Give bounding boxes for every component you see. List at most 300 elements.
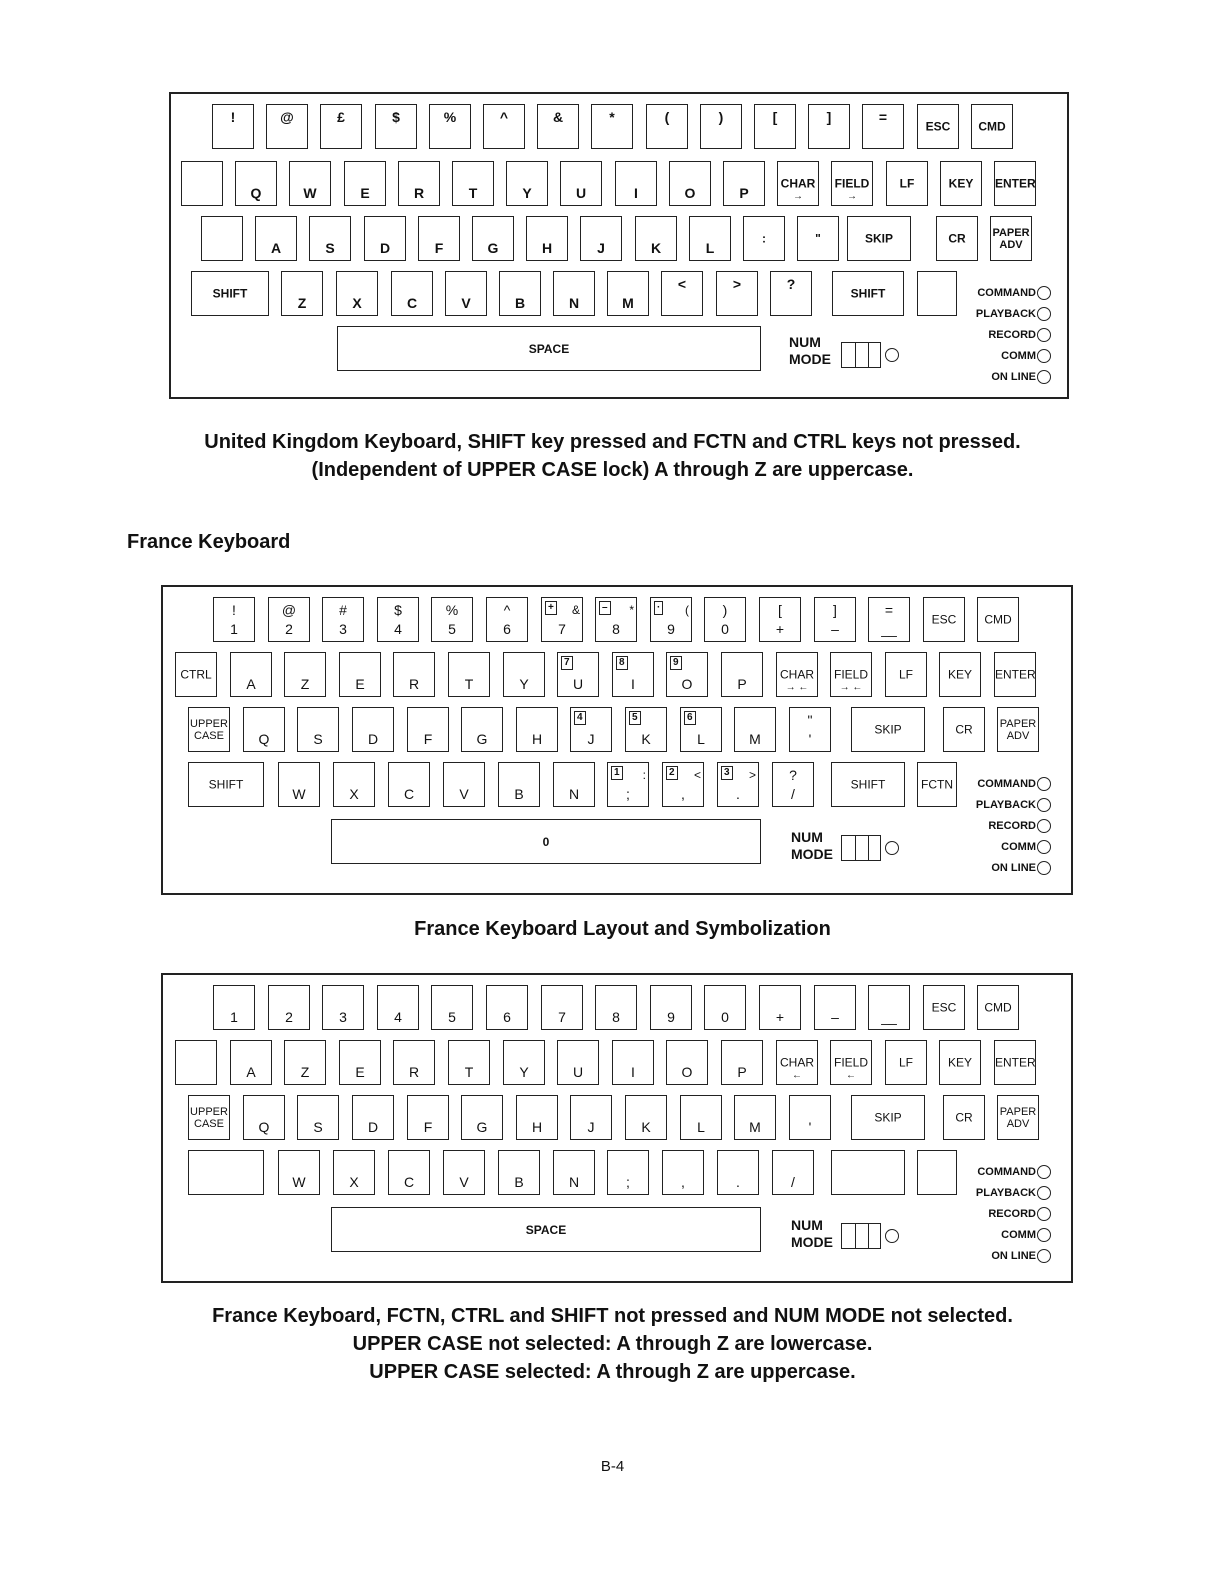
key-lower-label: __ <box>881 621 897 637</box>
key-numeric-label: · <box>654 601 663 615</box>
key-s <box>297 707 339 752</box>
key-lower-label: 5 <box>448 1009 456 1025</box>
key-upper-label: ? <box>786 276 796 292</box>
uk-caption-line-1: United Kingdom Keyboard, SHIFT key pressed and FCTN and CTRL keys not pressed. <box>204 431 1021 453</box>
indicator-command <box>977 777 1051 791</box>
key-lower-label: K <box>650 240 662 256</box>
key-lower-label: K <box>641 1119 651 1135</box>
num-mode-label <box>791 1217 833 1251</box>
section-heading: France Keyboard <box>127 531 291 553</box>
key-lower-label: 9 <box>667 1009 675 1025</box>
key-key <box>939 1040 981 1085</box>
france-caption-line-2: UPPER CASE not selected: A through Z are lowercase. <box>352 1333 873 1355</box>
key-numeric-label: 9 <box>670 656 682 670</box>
key-h <box>516 707 558 752</box>
key-symbol <box>320 104 362 149</box>
space-bar: 0 <box>331 819 761 864</box>
key-lower-label: + <box>775 621 785 637</box>
key-lower-label: L <box>705 240 715 256</box>
key-lower-label: Q <box>250 185 262 201</box>
key-label: CHAR <box>779 666 814 681</box>
uk-keyboard-diagram <box>169 92 1069 399</box>
key-numeric-label: 1 <box>611 766 623 780</box>
switch-divider <box>855 1224 856 1248</box>
key-paper-adv <box>997 707 1039 752</box>
key-u <box>560 161 602 206</box>
indicator-label: RECORD <box>988 1207 1036 1220</box>
key-upper-label: * <box>609 109 615 125</box>
key-n <box>553 271 595 316</box>
indicator-label: ON LINE <box>991 861 1036 874</box>
indicator-light-icon <box>1037 1207 1051 1221</box>
key-lower-label: C <box>406 295 418 311</box>
key-paper-adv <box>997 1095 1039 1140</box>
france-caption-line-3: UPPER CASE selected: A through Z are uppercase. <box>369 1361 856 1383</box>
key-upper-label: [ <box>772 109 778 125</box>
key-upper-label: $ <box>392 109 400 125</box>
key-symbol <box>814 985 856 1030</box>
key-blank <box>181 161 223 206</box>
indicator-record <box>988 819 1051 833</box>
key-numeric-label: 3 <box>721 766 733 780</box>
key-blank <box>201 216 243 261</box>
key-o <box>666 652 708 697</box>
key-lower-label: M <box>749 731 761 747</box>
indicator-command <box>977 286 1051 300</box>
key-esc <box>923 985 965 1030</box>
key-label: CR <box>955 1109 973 1124</box>
num-mode-line-1: NUM <box>789 334 821 350</box>
key-lower-label: C <box>403 786 415 802</box>
key-upper-label: ) <box>718 109 724 125</box>
key-label: ENTER <box>995 666 1036 681</box>
key-5 <box>431 985 473 1030</box>
key-lower-label: ' <box>808 731 812 747</box>
key-numeric-label: + <box>545 601 557 615</box>
key-f <box>407 1095 449 1140</box>
key-label: CTRL <box>180 666 212 681</box>
key-lower-label: T <box>468 185 478 201</box>
num-mode-line-2: MODE <box>789 351 831 367</box>
key-lower-label: O <box>681 1064 693 1080</box>
key-blank <box>917 1150 957 1195</box>
key-lower-label: 1 <box>230 1009 238 1025</box>
key-enter <box>994 161 1036 206</box>
key-d <box>352 707 394 752</box>
indicator-light-icon <box>1037 861 1051 875</box>
key-t <box>448 652 490 697</box>
key-b <box>499 271 541 316</box>
key-upper-label: & <box>552 109 564 125</box>
key-lower-label: 7 <box>558 1009 566 1025</box>
key-blank <box>831 1150 905 1195</box>
indicator-label: RECORD <box>988 819 1036 832</box>
key-lower-label: S <box>313 731 323 747</box>
key-lower-label: F <box>423 1119 433 1135</box>
key-label: CHAR <box>780 175 816 190</box>
key-w <box>278 1150 320 1195</box>
indicator-light-icon <box>1037 1165 1051 1179</box>
key-e <box>339 652 381 697</box>
key-lower-label: E <box>355 676 365 692</box>
key-label: ESC <box>925 118 951 133</box>
key-q <box>243 1095 285 1140</box>
key-label: FCTN <box>921 776 953 791</box>
key-lower-label: O <box>684 185 696 201</box>
key-lower-label: 4 <box>394 1009 402 1025</box>
key-shift <box>832 271 904 316</box>
key-k <box>625 707 667 752</box>
indicator-light-icon <box>1037 1249 1051 1263</box>
key-cr <box>936 216 978 261</box>
key-p <box>721 1040 763 1085</box>
indicator-label: ON LINE <box>991 1249 1036 1262</box>
key-lower-label: B <box>514 295 526 311</box>
key-g <box>461 1095 503 1140</box>
key-label: CR <box>948 230 966 245</box>
key-label: LF <box>898 666 913 681</box>
key-upper-label: * <box>629 603 634 617</box>
key-lower-label: P <box>737 1064 747 1080</box>
key-symbol <box>759 985 801 1030</box>
key-label: CR <box>955 721 973 736</box>
key-f <box>407 707 449 752</box>
key-lower-label: D <box>367 1119 379 1135</box>
key-k <box>635 216 677 261</box>
key-lower-label: F <box>423 731 433 747</box>
key-a <box>255 216 297 261</box>
switch-divider <box>868 1224 869 1248</box>
key-label: FIELD <box>833 666 868 681</box>
key-label: CMD <box>978 118 1006 133</box>
key-m <box>607 271 649 316</box>
key-lower-label: Y <box>519 1064 529 1080</box>
indicator-light-icon <box>1037 370 1051 384</box>
key-lower-label: 6 <box>503 621 511 637</box>
key-y <box>506 161 548 206</box>
key-lower-label: W <box>303 185 317 201</box>
key-char <box>776 1040 818 1085</box>
key-lower-label: M <box>749 1119 761 1135</box>
key-symbol <box>700 104 742 149</box>
key-symbol <box>375 104 417 149</box>
key-symbol <box>772 762 814 807</box>
key-x <box>336 271 378 316</box>
key-9 <box>650 985 692 1030</box>
key-label: ENTER <box>995 175 1036 190</box>
key-shift <box>831 762 905 807</box>
key-numeric-label: – <box>599 601 611 615</box>
arrow-icon: ← <box>792 1070 802 1081</box>
key-lower-label: M <box>622 295 634 311</box>
key-symbol <box>770 271 812 316</box>
key-lower-label: P <box>739 185 749 201</box>
france-caption-line-1: France Keyboard, FCTN, CTRL and SHIFT not pressed and NUM MODE not selected. <box>212 1305 1013 1327</box>
key-lower-label: 0 <box>721 1009 729 1025</box>
key-field <box>830 652 872 697</box>
key-symbol <box>717 762 759 807</box>
key-u <box>557 652 599 697</box>
key-v <box>445 271 487 316</box>
key-blank <box>917 271 957 316</box>
key-lower-label: K <box>641 731 651 747</box>
key-upper-label: # <box>339 602 347 618</box>
key-symbol <box>754 104 796 149</box>
switch-knob-icon <box>885 841 899 855</box>
key-cr <box>943 1095 985 1140</box>
key-label: SHIFT <box>212 285 248 300</box>
key-upper-label: ) <box>722 602 728 618</box>
key-8 <box>595 985 637 1030</box>
key-label: ESC <box>931 999 957 1014</box>
key-1 <box>213 985 255 1030</box>
key-upper-label: = <box>878 109 888 125</box>
key-symbol <box>266 104 308 149</box>
key-cmd <box>971 104 1013 149</box>
key-upper-label: $ <box>394 602 402 618</box>
key-lower-label: ; <box>626 786 630 802</box>
num-mode-switch <box>841 342 881 368</box>
key-j <box>570 1095 612 1140</box>
key-lower-label: U <box>572 1064 584 1080</box>
key-lower-label: N <box>568 1174 580 1190</box>
key-symbol <box>662 1150 704 1195</box>
key-m <box>734 1095 776 1140</box>
key-symbol <box>662 762 704 807</box>
indicator-label: RECORD <box>988 328 1036 341</box>
key-symbol <box>862 104 904 149</box>
key-upper-label: ] <box>826 109 832 125</box>
key-label: FIELD <box>834 175 870 190</box>
key-lower-label: . <box>736 786 740 802</box>
key-lower-label: Z <box>300 676 310 692</box>
key-numeric-label: 4 <box>574 711 586 725</box>
indicator-label: COMM <box>1001 1228 1036 1241</box>
key-symbol <box>537 104 579 149</box>
key-v <box>443 762 485 807</box>
key-symbol <box>212 104 254 149</box>
key-lower-label: V <box>459 1174 469 1190</box>
key-lf <box>885 652 927 697</box>
key-lower-label: Y <box>522 185 532 201</box>
key-lower-label: 7 <box>558 621 566 637</box>
key-0 <box>704 597 746 642</box>
indicator-light-icon <box>1037 798 1051 812</box>
key-label: KEY <box>947 666 972 681</box>
france-keyboard-lowercase-diagram <box>161 973 1073 1283</box>
key-s <box>297 1095 339 1140</box>
num-mode-line-1: NUM <box>791 1217 823 1233</box>
key-lower-label: U <box>575 185 587 201</box>
key-blank <box>188 1150 264 1195</box>
key-lower-label: – <box>831 1009 839 1025</box>
key-lower-label: A <box>246 676 256 692</box>
key-lower-label: Y <box>519 676 529 692</box>
arrow-icon: → ← <box>785 682 809 693</box>
key-upper-label: < <box>693 768 701 782</box>
key-lower-label: + <box>775 1009 785 1025</box>
indicator-playback <box>976 1186 1051 1200</box>
key-lower-label: A <box>270 240 282 256</box>
key-label: CMD <box>984 999 1012 1014</box>
indicator-light-icon <box>1037 840 1051 854</box>
key-upper-label: % <box>445 602 459 618</box>
key-upper-case <box>188 1095 230 1140</box>
key-symbol <box>759 597 801 642</box>
key-a <box>230 1040 272 1085</box>
key-lower-label: J <box>597 240 605 256</box>
key-upper-label: : <box>642 768 646 782</box>
key-e <box>344 161 386 206</box>
key-z <box>284 1040 326 1085</box>
key-lower-label: T <box>464 1064 474 1080</box>
key-upper-label: = <box>884 602 894 618</box>
key-lower-label: V <box>459 786 469 802</box>
key-label: UPPER CASE <box>190 1105 228 1130</box>
key-lower-label: X <box>349 1174 359 1190</box>
key-lower-label: R <box>408 676 420 692</box>
num-mode-line-1: NUM <box>791 829 823 845</box>
key-label: CHAR <box>779 1054 814 1069</box>
key-lower-label: 8 <box>612 621 620 637</box>
key-lower-label: G <box>476 731 488 747</box>
key-upper-label: & <box>571 603 580 617</box>
key-symbol <box>661 271 703 316</box>
key-8 <box>595 597 637 642</box>
key-key <box>940 161 982 206</box>
key-lower-label: D <box>379 240 391 256</box>
key-9 <box>650 597 692 642</box>
key-cmd <box>977 985 1019 1030</box>
key-r <box>398 161 440 206</box>
indicator-record <box>988 1207 1051 1221</box>
key-t <box>448 1040 490 1085</box>
switch-divider <box>855 343 856 367</box>
switch-knob-icon <box>885 348 899 362</box>
indicator-comm <box>1001 349 1051 363</box>
key-lower-label: C <box>403 1174 415 1190</box>
key-p <box>721 652 763 697</box>
key-x <box>333 762 375 807</box>
key-o <box>669 161 711 206</box>
key-lower-label: P <box>737 676 747 692</box>
key-upper-case <box>188 707 230 752</box>
key-upper-label: ? <box>789 767 797 783</box>
key-symbol <box>814 597 856 642</box>
key-lower-label: X <box>352 295 362 311</box>
key-h <box>516 1095 558 1140</box>
key-lower-label: S <box>313 1119 323 1135</box>
key-d <box>364 216 406 261</box>
key-upper-label: " <box>807 712 813 728</box>
indicator-on-line <box>991 861 1051 875</box>
key-lower-label: 0 <box>721 621 729 637</box>
indicator-label: COMMAND <box>977 286 1036 299</box>
key-lower-label: L <box>697 1119 705 1135</box>
key-ctrl <box>175 652 217 697</box>
key-lower-label: G <box>487 240 499 256</box>
key-c <box>388 762 430 807</box>
space-bar: SPACE <box>337 326 761 371</box>
indicator-light-icon <box>1037 819 1051 833</box>
key-k <box>625 1095 667 1140</box>
key-lower-label: 4 <box>394 621 402 637</box>
key-z <box>281 271 323 316</box>
key-label: ESC <box>931 611 957 626</box>
key-upper-label: ^ <box>503 602 511 618</box>
key-lower-label: T <box>464 676 474 692</box>
key-l <box>689 216 731 261</box>
key-lower-label: Q <box>258 731 270 747</box>
key-n <box>553 762 595 807</box>
key-lower-label: ' <box>808 1119 812 1135</box>
key-3 <box>322 597 364 642</box>
key-lower-label: I <box>631 676 635 692</box>
num-mode-line-2: MODE <box>791 1234 833 1250</box>
key-lower-label: W <box>292 1174 306 1190</box>
key-shift <box>191 271 269 316</box>
indicator-comm <box>1001 840 1051 854</box>
key-label: PAPER ADV <box>992 226 1030 251</box>
key-0 <box>704 985 746 1030</box>
key-paper-adv <box>990 216 1032 261</box>
key-c <box>388 1150 430 1195</box>
key-lower-label: H <box>531 731 543 747</box>
key-lf <box>885 1040 927 1085</box>
key-7 <box>541 985 583 1030</box>
key-upper-label: % <box>443 109 457 125</box>
key-upper-label: [ <box>778 602 782 618</box>
key-symbol <box>808 104 850 149</box>
key-q <box>243 707 285 752</box>
key-v <box>443 1150 485 1195</box>
key-label: PAPER ADV <box>999 1105 1037 1130</box>
key-esc <box>923 597 965 642</box>
key-lower-label: H <box>531 1119 543 1135</box>
key-h <box>526 216 568 261</box>
key-4 <box>377 597 419 642</box>
num-mode-switch <box>841 1223 881 1249</box>
key-lower-label: / <box>791 1174 795 1190</box>
key-upper-label: ! <box>232 602 236 618</box>
switch-divider <box>855 836 856 860</box>
key-j <box>580 216 622 261</box>
key-lower-label: J <box>587 1119 595 1135</box>
num-mode-label <box>789 334 831 368</box>
key-o <box>666 1040 708 1085</box>
key-char <box>777 161 819 206</box>
key-label: KEY <box>947 1054 972 1069</box>
indicator-light-icon <box>1037 1228 1051 1242</box>
key-lower-label: L <box>697 731 705 747</box>
key-symbol <box>429 104 471 149</box>
key-6 <box>486 985 528 1030</box>
key-upper-label: ] <box>833 602 837 618</box>
arrow-icon: ← <box>846 1070 856 1081</box>
key-symbol <box>789 707 831 752</box>
key-upper-label: ^ <box>499 109 509 125</box>
indicator-light-icon <box>1037 307 1051 321</box>
key-7 <box>541 597 583 642</box>
key-i <box>612 652 654 697</box>
key-2 <box>268 985 310 1030</box>
key-upper-label: ! <box>230 109 236 125</box>
key-key <box>939 652 981 697</box>
indicator-label: PLAYBACK <box>975 798 1036 811</box>
key-lower-label: 9 <box>667 621 675 637</box>
key-3 <box>322 985 364 1030</box>
key-m <box>734 707 776 752</box>
